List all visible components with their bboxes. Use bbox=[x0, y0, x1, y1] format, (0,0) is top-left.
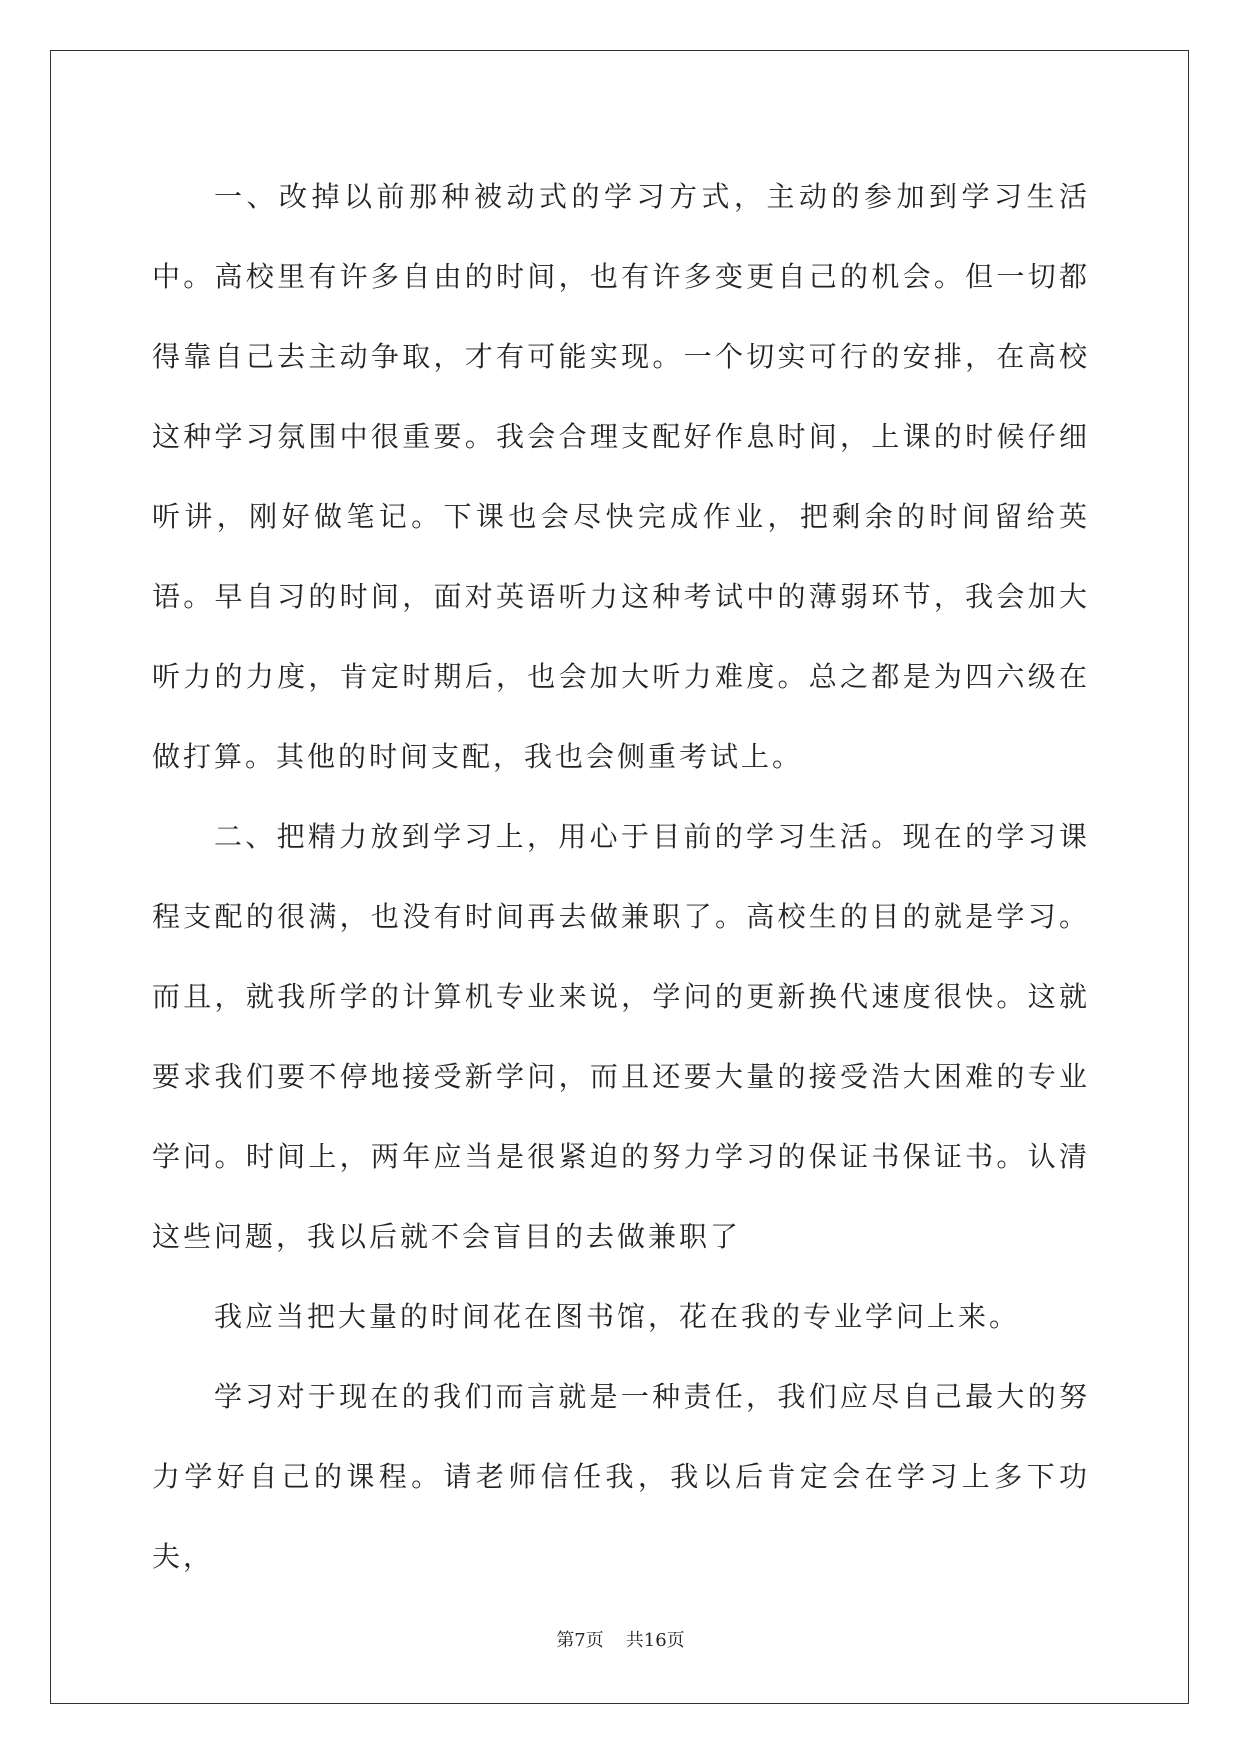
paragraph-4: 学习对于现在的我们而言就是一种责任，我们应尽自己最大的努力学好自己的课程。请老师信任我，我以后肯定会在学习上多下功夫， bbox=[152, 1380, 1090, 1573]
page-footer bbox=[0, 1626, 1241, 1652]
paragraph-1: 一、改掉以前那种被动式的学习方式，主动的参加到学习生活中。高校里有许多自由的时间，也有许多变更自己的机会。但一切都得靠自己去主动争取，才有可能实现。一个切实可行的安排，在高校这种学习氛围中很重要。我会合理支配好作息时间，上课的时候仔细听讲，刚好做笔记。下课也会尽快完成作业，把剩余的时间留给英语。早自习的时间，面对英语听力这种考试中的薄弱环节，我会加大听力的力度，肯定时期后，也会加大听力难度。总之都是为四六级在做打算。其他的时间支配，我也会侧重考试上。 bbox=[152, 180, 1090, 773]
total-page-count: 共16页 bbox=[625, 1630, 685, 1651]
paragraph-2: 二、把精力放到学习上，用心于目前的学习生活。现在的学习课程支配的很满，也没有时间再去做兼职了。高校生的目的就是学习。而且，就我所学的计算机专业来说，学问的更新换代速度很快。这就要求我们要不停地接受新学问，而且还要大量的接受浩大困难的专业学问。时间上，两年应当是很紧迫的努力学习的保证书保证书。认清这些问题，我以后就不会盲目的去做兼职了 bbox=[152, 820, 1090, 1253]
current-page-number: 第7页 bbox=[556, 1630, 604, 1651]
document-body bbox=[152, 157, 1090, 1597]
paragraph-3: 我应当把大量的时间花在图书馆，花在我的专业学问上来。 bbox=[214, 1300, 1021, 1333]
